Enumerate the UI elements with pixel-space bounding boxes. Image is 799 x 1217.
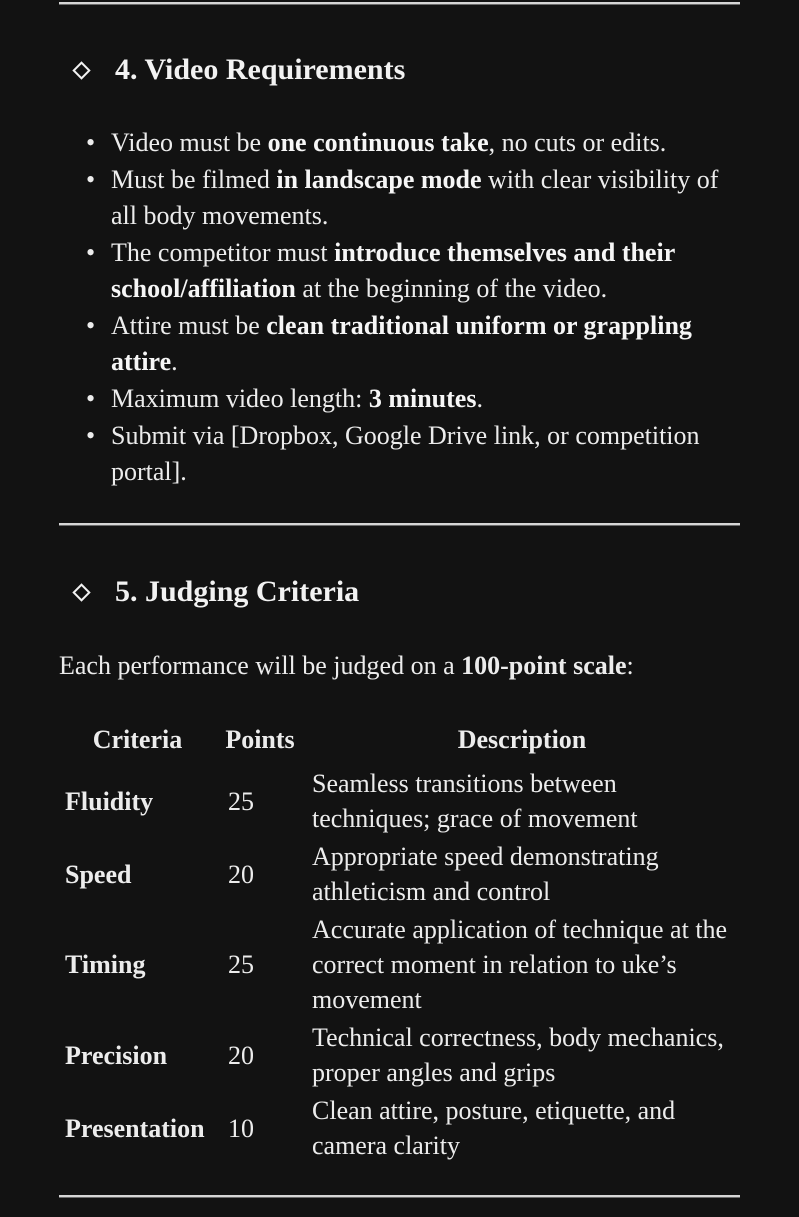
section-divider	[59, 523, 740, 526]
bullet-dot-icon: •	[86, 384, 96, 413]
criteria-cell: Precision	[65, 1040, 168, 1070]
column-header-points: Points	[225, 725, 295, 754]
section-heading-text: 4. Video Requirements	[115, 53, 406, 86]
points-cell: 20	[228, 1040, 254, 1070]
list-item: • Submit via [Dropbox, Google Drive link, or competition portal].	[84, 418, 744, 490]
table-row	[59, 912, 740, 1017]
diamond-bullet-icon	[72, 583, 90, 601]
bullet-dot-icon: •	[86, 311, 96, 340]
points-cell: 25	[228, 786, 254, 816]
criteria-cell: Fluidity	[65, 786, 154, 816]
bullet-dot-icon: •	[86, 421, 96, 450]
description-cell: Technical correctness, body mechanics, proper angles and grips	[312, 1023, 724, 1087]
bottom-divider	[59, 1195, 740, 1198]
table-row	[59, 1020, 740, 1090]
table-row	[59, 839, 740, 909]
bullet-dot-icon: •	[86, 238, 96, 267]
list-item: • Video must be one continuous take, no cuts or edits.	[84, 125, 744, 161]
table-header-row	[59, 718, 740, 766]
points-cell: 20	[228, 859, 254, 889]
points-cell: 10	[228, 1113, 254, 1143]
video-requirements-list	[84, 125, 744, 491]
table-row	[59, 1093, 740, 1163]
description-cell: Accurate application of technique at the correct moment in relation to uke’s movement	[312, 915, 728, 1014]
criteria-cell: Speed	[65, 859, 132, 889]
scoring-intro: Each performance will be judged on a 100-point scale:	[59, 651, 634, 680]
bullet-dot-icon: •	[86, 128, 96, 157]
section-heading-judging-criteria	[70, 575, 359, 609]
points-cell: 25	[228, 950, 254, 979]
list-item: • Attire must be clean traditional uniform or grappling attire.	[84, 308, 744, 380]
diamond-bullet-icon	[72, 61, 90, 79]
criteria-cell: Timing	[65, 950, 146, 979]
top-divider	[59, 2, 740, 5]
list-item: • The competitor must introduce themselves and their school/affiliation at the beginning of the video.	[84, 235, 744, 307]
table-row	[59, 766, 740, 836]
description-cell: Seamless transitions between techniques; grace of movement	[312, 769, 638, 833]
bullet-dot-icon: •	[86, 165, 96, 194]
section-heading-video-requirements	[70, 53, 405, 87]
column-header-criteria: Criteria	[92, 725, 183, 754]
list-item: • Must be filmed in landscape mode with clear visibility of all body movements.	[84, 162, 744, 234]
column-header-description: Description	[457, 725, 587, 754]
judging-criteria-table	[59, 718, 740, 1163]
description-cell: Clean attire, posture, etiquette, and camera clarity	[312, 1096, 676, 1160]
description-cell: Appropriate speed demonstrating athleticism and control	[312, 842, 659, 906]
criteria-cell: Presentation	[65, 1113, 205, 1143]
section-heading-text: 5. Judging Criteria	[115, 575, 360, 608]
list-item: • Maximum video length: 3 minutes.	[84, 381, 744, 417]
